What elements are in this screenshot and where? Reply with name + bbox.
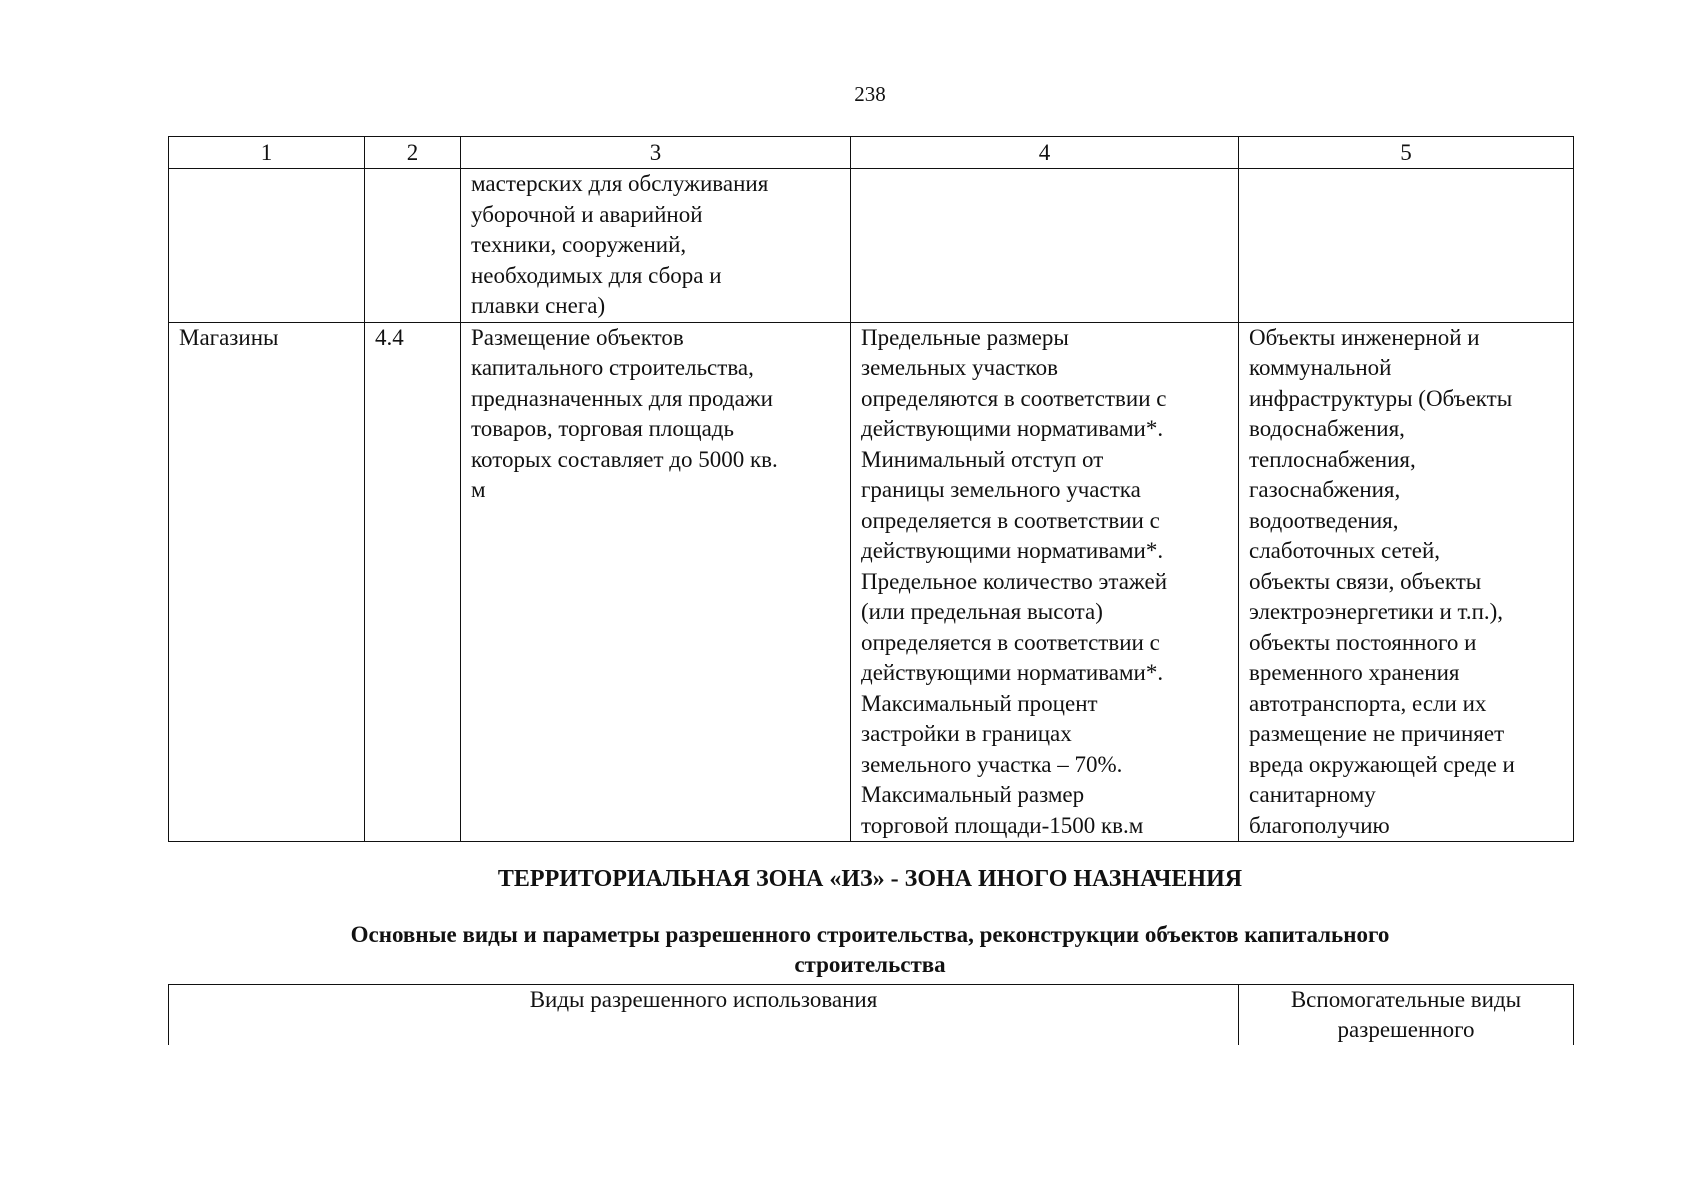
header-cell-3: 3 — [461, 137, 851, 169]
table-row — [169, 322, 1574, 842]
use-description-cell: мастерских для обслуживания уборочной и аварийной техники, сооружений, необходимых для сбора и плавки снега) — [461, 169, 851, 323]
use-description-cell: Размещение объектов капитального строительства, предназначенных для продажи товаров, торговая площадь которых составляет до 5000 кв. м — [461, 322, 851, 842]
page-number: 238 — [854, 82, 886, 106]
table-row — [169, 169, 1574, 323]
use-name-cell — [169, 169, 365, 323]
parameters-cell: Предельные размеры земельных участков определяются в соответствии с действующими нормативами*. Минимальный отступ от границы земельного участка определяется в соответствии с действующими нормативами*. Предельное количество этажей (или предельная высота) определяется в соответствии с действующими нормативами*. Максимальный процент застройки в границах земельного участка – 70%. Максимальный размер торговой площади-1500 кв.м — [851, 322, 1239, 842]
permitted-uses-header: Виды разрешенного использования — [169, 985, 1239, 1046]
table-header-row — [169, 137, 1574, 169]
header-cell-4: 4 — [851, 137, 1239, 169]
use-code-cell — [365, 169, 461, 323]
use-code-cell: 4.4 — [365, 322, 461, 842]
header-cell-1: 1 — [169, 137, 365, 169]
use-name-cell: Магазины — [169, 322, 365, 842]
auxiliary-uses-cell — [1239, 169, 1574, 323]
auxiliary-uses-cell: Объекты инженерной и коммунальной инфраструктуры (Объекты водоснабжения, теплоснабжения, газоснабжения, водоотведения, слаботочных сетей, объекты связи, объекты электроэнергетики и т.п.), объекты постоянного и временного хранения автотранспорта, если их размещение не причиняет вреда окружающей среде и санитарному благополучию — [1239, 322, 1574, 842]
parameters-cell — [851, 169, 1239, 323]
auxiliary-uses-header: Вспомогательные виды разрешенного — [1239, 985, 1574, 1046]
zone-title: ТЕРРИТОРИАЛЬНАЯ ЗОНА «ИЗ» - ЗОНА ИНОГО НАЗНАЧЕНИЯ — [497, 866, 1243, 892]
zone-uses-table — [168, 984, 1574, 1045]
header-cell-5: 5 — [1239, 137, 1574, 169]
land-use-table — [168, 136, 1574, 842]
table-header-row — [169, 985, 1574, 1046]
header-cell-2: 2 — [365, 137, 461, 169]
section-title: Основные виды и параметры разрешенного строительства, реконструкции объектов капитального строительства — [350, 922, 1390, 977]
